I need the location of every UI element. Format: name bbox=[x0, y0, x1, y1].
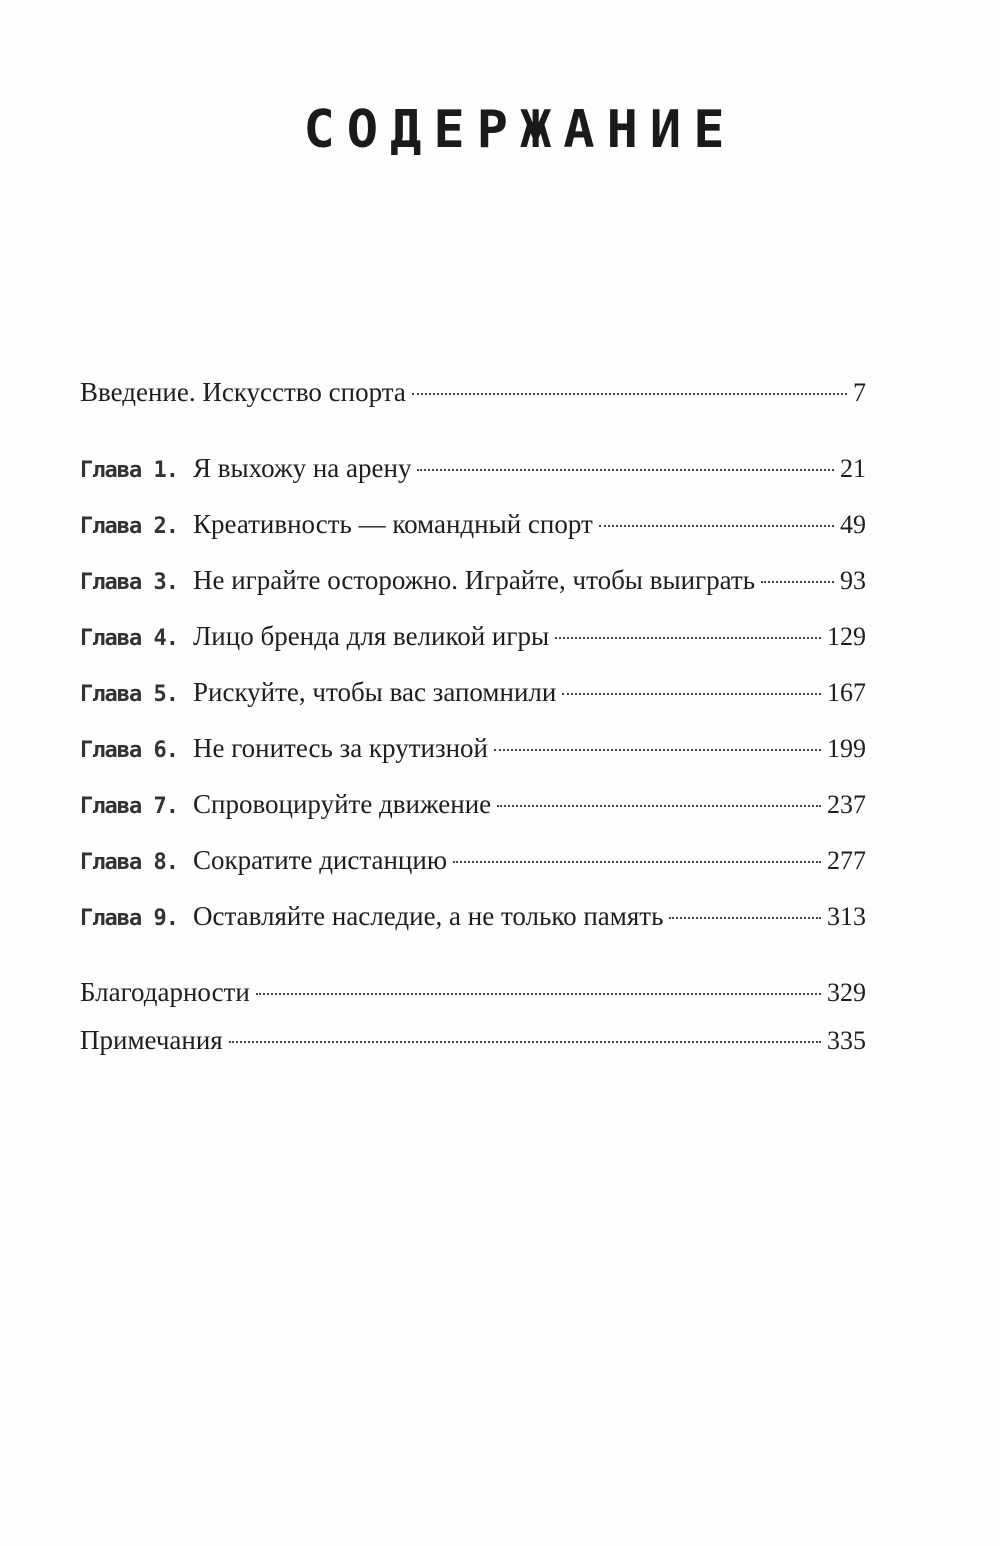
toc-page-number: 93 bbox=[840, 566, 866, 595]
toc-entry-chapter-7 bbox=[80, 784, 866, 824]
dot-leader bbox=[417, 468, 834, 471]
chapter-number: Глава 1. bbox=[80, 458, 178, 483]
toc-page-number: 313 bbox=[827, 902, 866, 931]
toc-page-number: 49 bbox=[840, 510, 866, 539]
toc-entry-text: Рискуйте, чтобы вас запомнили bbox=[193, 677, 557, 707]
dot-leader bbox=[412, 392, 847, 395]
toc-entry-text: Введение. Искусство спорта bbox=[80, 377, 406, 407]
chapter-number: Глава 3. bbox=[80, 570, 178, 595]
toc-entry-text: Благодарности bbox=[80, 977, 250, 1007]
toc-entry-chapter-8 bbox=[80, 840, 866, 880]
toc-entry-text: Я выхожу на арену bbox=[193, 453, 412, 483]
dot-leader bbox=[555, 636, 821, 639]
toc-entry-text: Спровоцируйте движение bbox=[193, 789, 492, 819]
dot-leader bbox=[599, 524, 834, 527]
chapter-number: Глава 8. bbox=[80, 850, 178, 875]
toc-page-number: 7 bbox=[853, 378, 866, 407]
dot-leader bbox=[497, 804, 821, 807]
toc-page-number: 167 bbox=[827, 678, 866, 707]
chapter-number: Глава 6. bbox=[80, 738, 178, 763]
toc-entry-chapter-1 bbox=[80, 448, 866, 488]
dot-leader bbox=[229, 1040, 821, 1043]
toc-page-number: 237 bbox=[827, 790, 866, 819]
toc-page-number: 199 bbox=[827, 734, 866, 763]
dot-leader bbox=[453, 860, 821, 863]
toc-page-number: 329 bbox=[827, 978, 866, 1007]
toc-entry-chapter-4 bbox=[80, 616, 866, 656]
chapter-number: Глава 7. bbox=[80, 794, 178, 819]
toc-entry-chapter-9 bbox=[80, 896, 866, 936]
toc-entry-text: Креативность — командный спорт bbox=[193, 509, 593, 539]
toc-entry-text: Примечания bbox=[80, 1025, 223, 1055]
dot-leader bbox=[494, 748, 821, 751]
toc-entry-chapter-2 bbox=[80, 504, 866, 544]
toc-entry-text: Оставляйте наследие, а не только память bbox=[193, 901, 664, 931]
dot-leader bbox=[669, 916, 821, 919]
chapter-number: Глава 4. bbox=[80, 626, 178, 651]
toc-entry-text: Не играйте осторожно. Играйте, чтобы выиграть bbox=[193, 565, 756, 595]
toc-page-number: 277 bbox=[827, 846, 866, 875]
dot-leader bbox=[256, 992, 821, 995]
toc-entry-text: Сократите дистанцию bbox=[193, 845, 447, 875]
chapter-number: Глава 9. bbox=[80, 906, 178, 931]
toc-entry-chapter-6 bbox=[80, 728, 866, 768]
toc-entry-text: Лицо бренда для великой игры bbox=[193, 621, 550, 651]
toc-entry-chapter-3 bbox=[80, 560, 866, 600]
dot-leader bbox=[761, 580, 834, 583]
chapter-number: Глава 5. bbox=[80, 682, 178, 707]
toc-entry-text: Не гонитесь за крутизной bbox=[193, 733, 489, 763]
page-title: СОДЕРЖАНИЕ bbox=[303, 100, 737, 160]
toc-page-number: 21 bbox=[840, 454, 866, 483]
chapter-number: Глава 2. bbox=[80, 514, 178, 539]
toc-entry-chapter-5 bbox=[80, 672, 866, 712]
dot-leader bbox=[562, 692, 821, 695]
toc-entry-acknowledgements bbox=[80, 972, 866, 1012]
toc-page-number: 129 bbox=[827, 622, 866, 651]
toc-page-number: 335 bbox=[827, 1026, 866, 1055]
toc-entry-introduction bbox=[80, 372, 866, 412]
toc-entry-notes bbox=[80, 1020, 866, 1060]
